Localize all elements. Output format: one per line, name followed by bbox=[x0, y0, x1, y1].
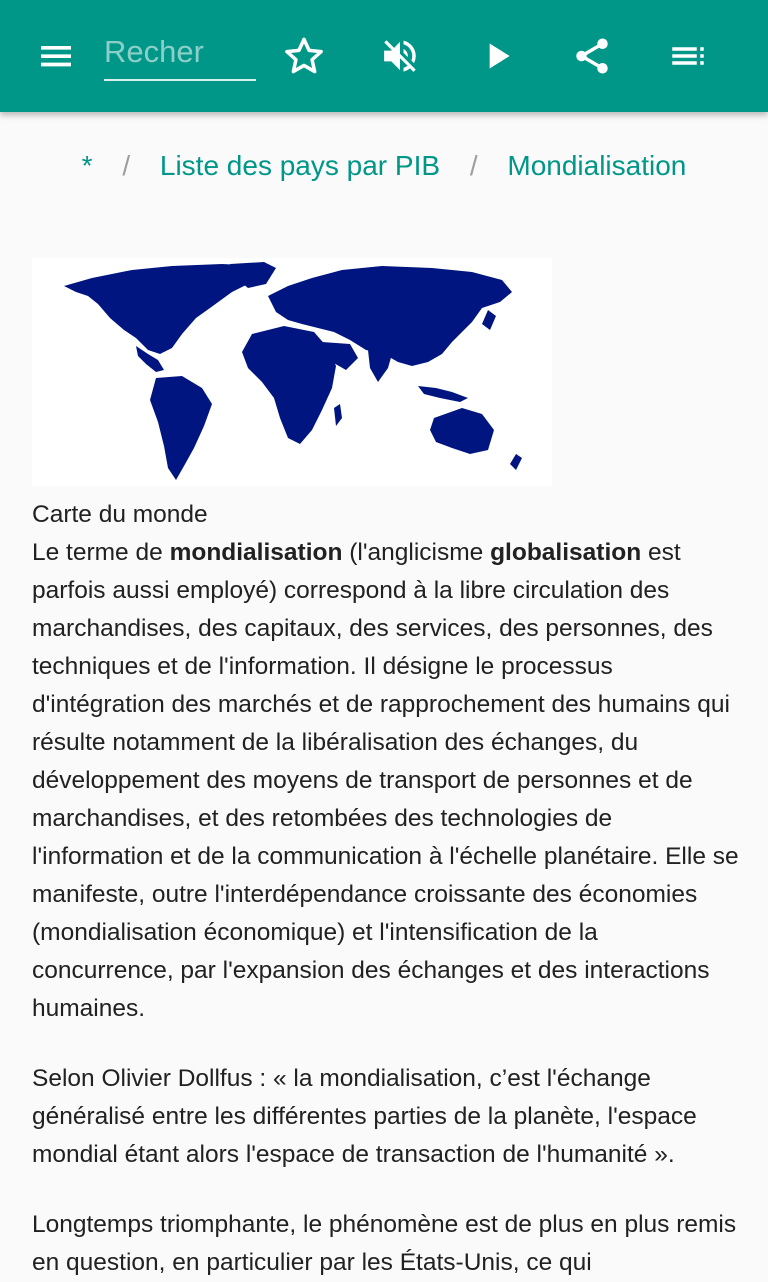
world-map-image[interactable] bbox=[32, 258, 552, 486]
breadcrumb-home[interactable]: * bbox=[81, 150, 93, 181]
term-mondialisation: mondialisation bbox=[169, 539, 343, 566]
article-paragraph: Longtemps triomphante, le phénomène est de plus en plus remis en question, en particulier par les États-Unis, ce qui bbox=[32, 1211, 737, 1276]
breadcrumb-parent[interactable]: Liste des pays par PIB bbox=[159, 150, 441, 181]
share-icon[interactable] bbox=[564, 28, 620, 84]
search-input[interactable] bbox=[104, 24, 256, 79]
breadcrumb-separator: / bbox=[122, 150, 131, 181]
breadcrumb-current[interactable]: Mondialisation bbox=[507, 150, 687, 181]
app-bar bbox=[0, 0, 768, 112]
term-globalisation: globalisation bbox=[490, 539, 642, 566]
volume-off-icon[interactable] bbox=[372, 28, 428, 84]
image-caption: Carte du monde bbox=[32, 501, 208, 528]
article-paragraph: Le terme de mondialisation (l'anglicisme globalisation est parfois aussi employé) correspond à la libre circulation des marchandises, des capitaux, des services, des personnes, des techniques et de l'information. Il désigne le processus d'intégration des marchés et de rapprochement des humains qui résulte notamment de la libéralisation des échanges, du développement des moyens de transport de personnes et de marchandises, et des retombées des technologies de l'information et de la communication à l'échelle planétaire. Elle se manifeste, outre l'interdépendance croissante des économies (mondialisation économique) et l'intensification de la concurrence, par l'expansion des échanges et des interactions humaines. bbox=[32, 539, 739, 1022]
play-icon[interactable] bbox=[470, 28, 526, 84]
star-outline-icon[interactable] bbox=[276, 28, 332, 84]
breadcrumb bbox=[0, 146, 768, 190]
article-content bbox=[32, 258, 740, 1282]
menu-icon[interactable] bbox=[28, 28, 84, 84]
search-field[interactable] bbox=[104, 24, 256, 81]
breadcrumb-separator: / bbox=[469, 150, 478, 181]
playlist-icon[interactable] bbox=[660, 28, 716, 84]
article-paragraph: Selon Olivier Dollfus : « la mondialisation, c’est l'échange généralisé entre les différentes parties de la planète, l'espace mondial étant alors l'espace de transaction de l'humanité ». bbox=[32, 1065, 697, 1168]
